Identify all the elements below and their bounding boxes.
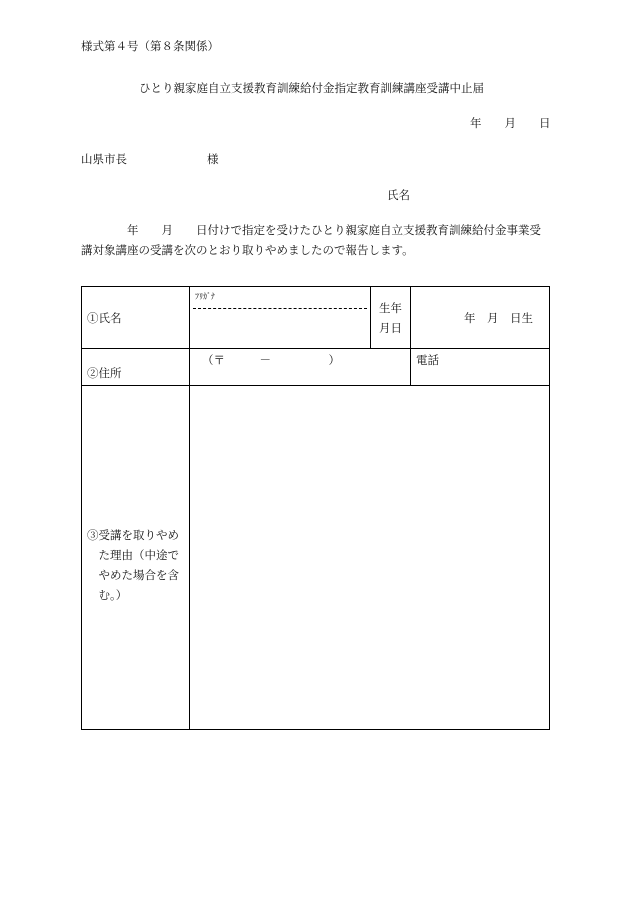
- birthdate-label-line-2: 月日: [379, 320, 402, 335]
- birthdate-label-cell: [371, 287, 411, 349]
- reason-label-line-3: やめた場合を含: [87, 567, 179, 582]
- phone-cell[interactable]: [411, 349, 550, 386]
- name-input-cell[interactable]: [190, 287, 371, 349]
- postal-code: （〒 － ）: [202, 353, 340, 367]
- address-label-cell: [82, 349, 190, 386]
- name-label-cell: [82, 287, 190, 349]
- form-number: 様式第４号（第８条関係）: [81, 39, 219, 53]
- addressee: 山県市長: [81, 152, 127, 166]
- furigana-divider: [193, 308, 367, 309]
- birthdate-label-line-1: 生年: [379, 300, 402, 315]
- document-title: ひとり親家庭自立支援教育訓練給付金指定教育訓練講座受講中止届: [139, 81, 484, 95]
- birthdate-value-cell[interactable]: [411, 287, 550, 349]
- address-input-cell[interactable]: [190, 349, 411, 386]
- applicant-name-label: 氏名: [387, 188, 410, 202]
- reason-input-cell[interactable]: [190, 386, 550, 730]
- reason-label-line-1: ③受講を取りやめ: [87, 527, 179, 542]
- name-label: ①氏名: [87, 310, 122, 325]
- body-text-line-2: 講対象講座の受講を次のとおり取りやめましたので報告します。: [81, 243, 414, 257]
- report-form-table: [81, 286, 550, 730]
- body-text-line-1: 年 月 日付けで指定を受けたひとり親家庭自立支援教育訓練給付金事業受: [81, 223, 541, 237]
- phone-label: 電話: [416, 353, 439, 367]
- addressee-honorific: 様: [207, 152, 219, 166]
- reason-label-cell: [82, 386, 190, 730]
- birthdate-value: 年 月 日生: [464, 310, 533, 325]
- reason-label-line-2: た理由（中途で: [87, 547, 179, 562]
- reason-label-line-4: む。）: [87, 587, 128, 602]
- furigana-label: ﾌﾘｶﾞﾅ: [195, 292, 215, 301]
- date-line: 年 月 日: [470, 116, 551, 130]
- address-label: ②住所: [87, 366, 122, 380]
